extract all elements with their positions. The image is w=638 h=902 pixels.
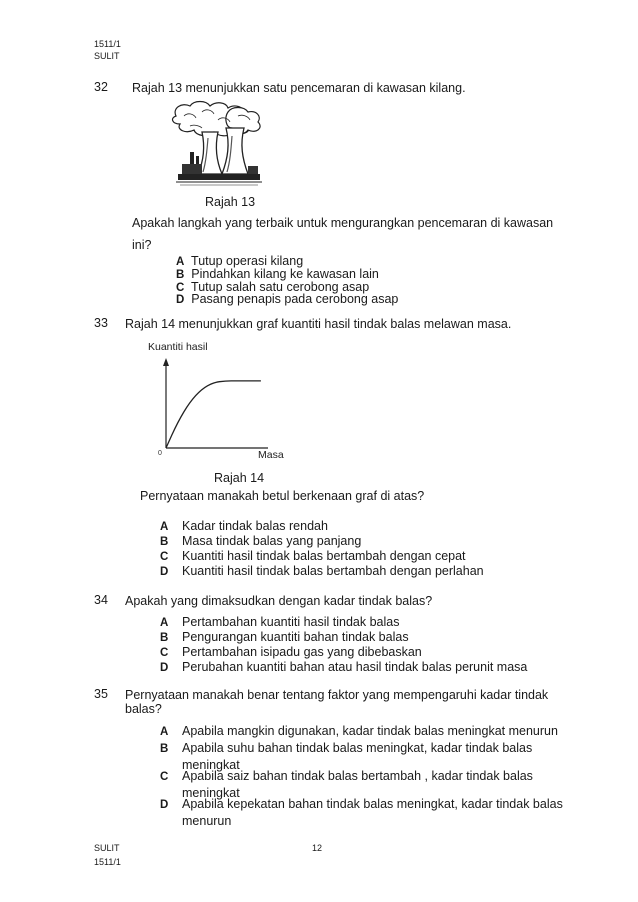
option-letter: B [160, 743, 169, 755]
option-letter: A [160, 617, 169, 629]
reaction-graph [140, 336, 310, 466]
option-text: Pertambahan kuantiti hasil tindak balas [182, 615, 400, 629]
option-letter: C [176, 282, 185, 294]
q32-option-d[interactable] [176, 291, 398, 308]
footer-label: SULIT [94, 843, 120, 853]
question-32-text-line2: ini? [132, 238, 152, 252]
question-34-stem: Apakah yang dimaksudkan dengan kadar tindak balas? [125, 594, 433, 608]
graph-curve [166, 381, 261, 448]
question-33-number: 33 [94, 316, 108, 330]
option-text: Kuantiti hasil tindak balas bertambah dengan cepat [182, 549, 466, 563]
option-letter: B [160, 536, 169, 548]
option-text: Pengurangan kuantiti bahan tindak balas [182, 630, 409, 644]
option-text-line1: Apabila suhu bahan tindak balas meningkat, kadar tindak balas [182, 741, 533, 755]
ground [178, 174, 260, 180]
option-letter: A [176, 256, 185, 268]
option-text-line2: meningkat [182, 786, 240, 800]
building [248, 166, 258, 174]
option-letter: D [160, 799, 169, 811]
option-text: Pertambahan isipadu gas yang dibebaskan [182, 645, 422, 659]
option-text: Apabila mangkin digunakan, kadar tindak balas meningkat menurun [182, 724, 558, 738]
option-text: Masa tindak balas yang panjang [182, 534, 362, 548]
figure-14-caption: Rajah 14 [214, 471, 265, 485]
option-letter: D [160, 662, 169, 674]
option-letter: B [160, 632, 169, 644]
option-text-line2: menurun [182, 814, 232, 828]
option-text-line1: Apabila saiz bahan tindak balas bertambah , kadar tindak balas [182, 769, 533, 783]
q34-option-d[interactable] [160, 659, 527, 676]
question-35-number: 35 [94, 687, 108, 701]
option-text: Tutup salah satu cerobong asap [191, 280, 370, 294]
option-text-line1: Apabila kepekatan bahan tindak balas meningkat, kadar tindak balas [182, 797, 563, 811]
graph-origin-label: 0 [158, 450, 162, 457]
q35-option-a[interactable] [160, 723, 558, 740]
option-text: Perubahan kuantiti bahan atau hasil tindak balas perunit masa [182, 660, 528, 674]
option-letter: A [160, 521, 169, 533]
option-letter: D [160, 566, 169, 578]
graph-ylabel: Kuantiti hasil [148, 341, 208, 353]
q35-option-d[interactable] [160, 796, 563, 829]
question-35-stem-line2: balas? [125, 702, 162, 716]
header-label: SULIT [94, 51, 120, 61]
option-letter: C [160, 771, 169, 783]
header-code: 1511/1 [94, 39, 121, 49]
question-32-stem: Rajah 13 menunjukkan satu pencemaran di kawasan kilang. [132, 81, 466, 95]
question-32-text-line1: Apakah langkah yang terbaik untuk mengurangkan pencemaran di kawasan [132, 216, 554, 230]
option-text: Kadar tindak balas rendah [182, 519, 328, 533]
question-34-number: 34 [94, 593, 108, 607]
building [182, 164, 202, 174]
option-letter: C [160, 647, 169, 659]
page-number: 12 [312, 843, 323, 853]
option-text: Pindahkan kilang ke kawasan lain [191, 267, 379, 281]
option-text: Kuantiti hasil tindak balas bertambah dengan perlahan [182, 564, 484, 578]
factory-pollution-image [168, 98, 268, 188]
option-letter: A [160, 726, 169, 738]
figure-13-caption: Rajah 13 [205, 195, 256, 209]
question-33-stem: Rajah 14 menunjukkan graf kuantiti hasil tindak balas melawan masa. [125, 317, 512, 331]
graph-xlabel: Masa [258, 449, 284, 461]
question-32-number: 32 [94, 80, 108, 94]
option-letter: C [160, 551, 169, 563]
question-35-stem-line1: Pernyataan manakah benar tentang faktor yang mempengaruhi kadar tindak [125, 688, 549, 702]
footer-code: 1511/1 [94, 857, 121, 867]
option-text: Pasang penapis pada cerobong asap [191, 292, 399, 306]
y-axis-arrow [163, 358, 169, 366]
option-letter: B [176, 269, 185, 281]
question-33-text: Pernyataan manakah betul berkenaan graf di atas? [140, 489, 425, 503]
option-text-line2: meningkat [182, 758, 240, 772]
option-letter: D [176, 294, 185, 306]
option-text: Tutup operasi kilang [191, 254, 304, 268]
q33-option-d[interactable] [160, 563, 484, 580]
